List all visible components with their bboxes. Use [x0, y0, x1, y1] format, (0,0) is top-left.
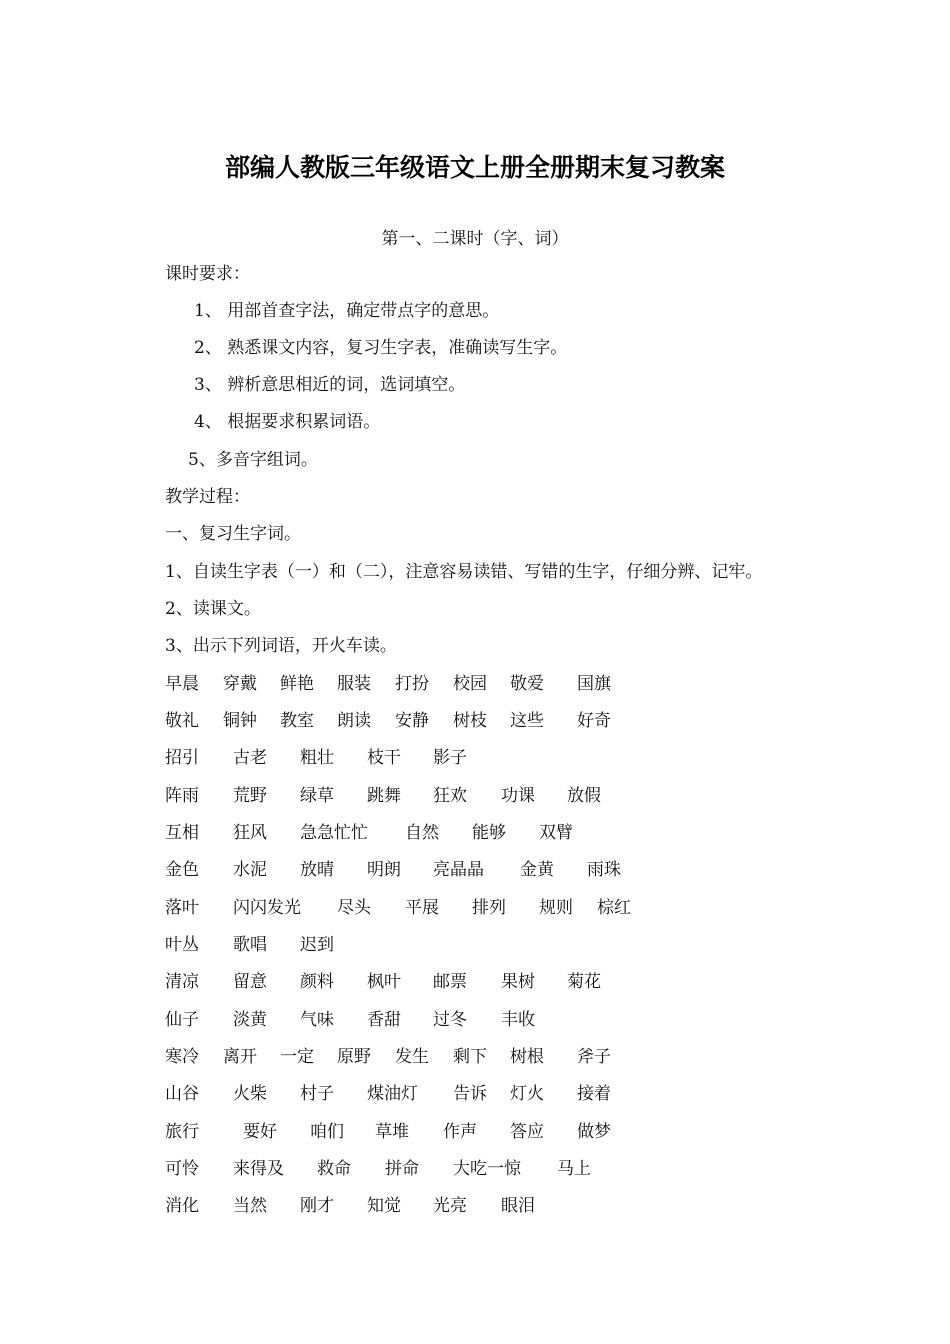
- requirement-item: 1、 用部首查字法，确定带点字的意思。: [194, 301, 500, 321]
- vocabulary-word: 发生: [395, 1047, 429, 1067]
- vocabulary-word: 邮票: [433, 972, 467, 992]
- section-heading: 一、复习生字词。: [165, 524, 301, 544]
- vocabulary-word: 平展: [405, 898, 439, 918]
- vocabulary-word: 功课: [501, 786, 535, 806]
- vocabulary-word: 香甜: [367, 1010, 401, 1030]
- vocabulary-word: 招引: [165, 748, 199, 768]
- vocabulary-word: 叶丛: [165, 935, 199, 955]
- vocabulary-word: 知觉: [367, 1196, 401, 1216]
- vocabulary-word: 安静: [395, 711, 429, 731]
- vocabulary-word: 旅行: [165, 1122, 199, 1142]
- vocabulary-word: 村子: [300, 1084, 334, 1104]
- lesson-subtitle: 第一、二课时（字、词）: [381, 229, 569, 249]
- vocabulary-word: 金色: [165, 860, 199, 880]
- vocabulary-word: 好奇: [577, 711, 611, 731]
- step-item: 3、出示下列词语，开火车读。: [165, 636, 397, 656]
- vocabulary-word: 落叶: [165, 898, 199, 918]
- vocabulary-word: 做梦: [577, 1122, 611, 1142]
- vocabulary-word: 颜料: [300, 972, 334, 992]
- vocabulary-word: 原野: [337, 1047, 371, 1067]
- vocabulary-word: 闪闪发光: [233, 898, 301, 918]
- vocabulary-row: [165, 933, 885, 957]
- vocabulary-word: 穿戴: [223, 674, 257, 694]
- vocabulary-word: 水泥: [233, 860, 267, 880]
- vocabulary-word: 树枝: [453, 711, 487, 731]
- vocabulary-row: [165, 1008, 885, 1032]
- vocabulary-word: 敬礼: [165, 711, 199, 731]
- vocabulary-word: 可怜: [165, 1159, 199, 1179]
- vocabulary-word: 校园: [453, 674, 487, 694]
- vocabulary-row: [165, 709, 885, 733]
- vocabulary-word: 草堆: [375, 1122, 409, 1142]
- vocabulary-word: 仙子: [165, 1010, 199, 1030]
- requirement-item: 3、 辨析意思相近的词，选词填空。: [194, 375, 466, 395]
- vocabulary-word: 作声: [443, 1122, 477, 1142]
- vocabulary-word: 急急忙忙: [300, 823, 368, 843]
- vocabulary-word: 清凉: [165, 972, 199, 992]
- vocabulary-row: [165, 858, 885, 882]
- vocabulary-word: 服装: [337, 674, 371, 694]
- vocabulary-word: 狂风: [233, 823, 267, 843]
- vocabulary-word: 棕红: [597, 898, 631, 918]
- vocabulary-word: 菊花: [567, 972, 601, 992]
- vocabulary-word: 一定: [280, 1047, 314, 1067]
- vocabulary-word: 朗读: [337, 711, 371, 731]
- vocabulary-row: [165, 784, 885, 808]
- step-item: 2、读课文。: [165, 599, 261, 619]
- vocabulary-word: 马上: [557, 1159, 591, 1179]
- vocabulary-word: 互相: [165, 823, 199, 843]
- vocabulary-word: 荒野: [233, 786, 267, 806]
- vocabulary-word: 早晨: [165, 674, 199, 694]
- vocabulary-row: [165, 1194, 885, 1218]
- vocabulary-word: 跳舞: [367, 786, 401, 806]
- vocabulary-word: 排列: [472, 898, 506, 918]
- vocabulary-word: 放晴: [300, 860, 334, 880]
- vocabulary-word: 大吃一惊: [453, 1159, 521, 1179]
- vocabulary-word: 树根: [510, 1047, 544, 1067]
- vocabulary-word: 剩下: [453, 1047, 487, 1067]
- requirement-item: 5、多音字组词。: [188, 450, 318, 470]
- vocabulary-word: 淡黄: [233, 1010, 267, 1030]
- vocabulary-word: 粗壮: [300, 748, 334, 768]
- vocabulary-word: 雨珠: [587, 860, 621, 880]
- vocabulary-row: [165, 970, 885, 994]
- requirement-item: 2、 熟悉课文内容，复习生字表，准确读写生字。: [194, 338, 568, 358]
- process-heading: 教学过程：: [165, 487, 250, 507]
- vocabulary-word: 接着: [577, 1084, 611, 1104]
- vocabulary-word: 这些: [510, 711, 544, 731]
- vocabulary-row: [165, 746, 885, 770]
- vocabulary-word: 尽头: [337, 898, 371, 918]
- vocabulary-word: 拼命: [385, 1159, 419, 1179]
- vocabulary-word: 答应: [510, 1122, 544, 1142]
- vocabulary-word: 狂欢: [433, 786, 467, 806]
- document-title: 部编人教版三年级语文上册全册期末复习教案: [224, 153, 725, 182]
- vocabulary-word: 过冬: [433, 1010, 467, 1030]
- vocabulary-word: 丰收: [501, 1010, 535, 1030]
- vocabulary-word: 刚才: [300, 1196, 334, 1216]
- vocabulary-row: [165, 1045, 885, 1069]
- vocabulary-word: 消化: [165, 1196, 199, 1216]
- vocabulary-word: 告诉: [453, 1084, 487, 1104]
- vocabulary-word: 寒冷: [165, 1047, 199, 1067]
- vocabulary-word: 铜钟: [223, 711, 257, 731]
- vocabulary-row: [165, 821, 885, 845]
- vocabulary-word: 阵雨: [165, 786, 199, 806]
- vocabulary-word: 金黄: [520, 860, 554, 880]
- vocabulary-row: [165, 1082, 885, 1106]
- vocabulary-word: 打扮: [395, 674, 429, 694]
- vocabulary-word: 气味: [300, 1010, 334, 1030]
- vocabulary-word: 光亮: [433, 1196, 467, 1216]
- vocabulary-word: 山谷: [165, 1084, 199, 1104]
- vocabulary-word: 影子: [433, 748, 467, 768]
- vocabulary-word: 枝干: [367, 748, 401, 768]
- vocabulary-word: 能够: [472, 823, 506, 843]
- vocabulary-word: 自然: [405, 823, 439, 843]
- vocabulary-word: 歌唱: [233, 935, 267, 955]
- vocabulary-word: 当然: [233, 1196, 267, 1216]
- vocabulary-word: 留意: [233, 972, 267, 992]
- vocabulary-word: 鲜艳: [280, 674, 314, 694]
- vocabulary-word: 煤油灯: [367, 1084, 418, 1104]
- vocabulary-word: 来得及: [233, 1159, 284, 1179]
- vocabulary-word: 教室: [280, 711, 314, 731]
- vocabulary-word: 斧子: [577, 1047, 611, 1067]
- vocabulary-word: 规则: [539, 898, 573, 918]
- vocabulary-word: 迟到: [300, 935, 334, 955]
- vocabulary-word: 要好: [243, 1122, 277, 1142]
- vocabulary-row: [165, 1157, 885, 1181]
- vocabulary-row: [165, 672, 885, 696]
- vocabulary-word: 枫叶: [367, 972, 401, 992]
- vocabulary-word: 眼泪: [501, 1196, 535, 1216]
- vocabulary-word: 双臂: [539, 823, 573, 843]
- requirements-heading: 课时要求：: [165, 264, 250, 284]
- vocabulary-word: 绿草: [300, 786, 334, 806]
- vocabulary-word: 咱们: [310, 1122, 344, 1142]
- vocabulary-word: 明朗: [367, 860, 401, 880]
- step-item: 1、自读生字表（一）和（二），注意容易读错、写错的生字，仔细分辨、记牢。: [165, 562, 763, 582]
- vocabulary-word: 离开: [223, 1047, 257, 1067]
- vocabulary-word: 敬爱: [510, 674, 544, 694]
- vocabulary-word: 亮晶晶: [433, 860, 484, 880]
- vocabulary-word: 灯火: [510, 1084, 544, 1104]
- vocabulary-word: 救命: [317, 1159, 351, 1179]
- vocabulary-word: 果树: [501, 972, 535, 992]
- vocabulary-word: 古老: [233, 748, 267, 768]
- requirement-item: 4、 根据要求积累词语。: [194, 412, 381, 432]
- vocabulary-row: [165, 896, 885, 920]
- vocabulary-word: 放假: [567, 786, 601, 806]
- vocabulary-word: 国旗: [577, 674, 611, 694]
- vocabulary-word: 火柴: [233, 1084, 267, 1104]
- vocabulary-row: [165, 1120, 885, 1144]
